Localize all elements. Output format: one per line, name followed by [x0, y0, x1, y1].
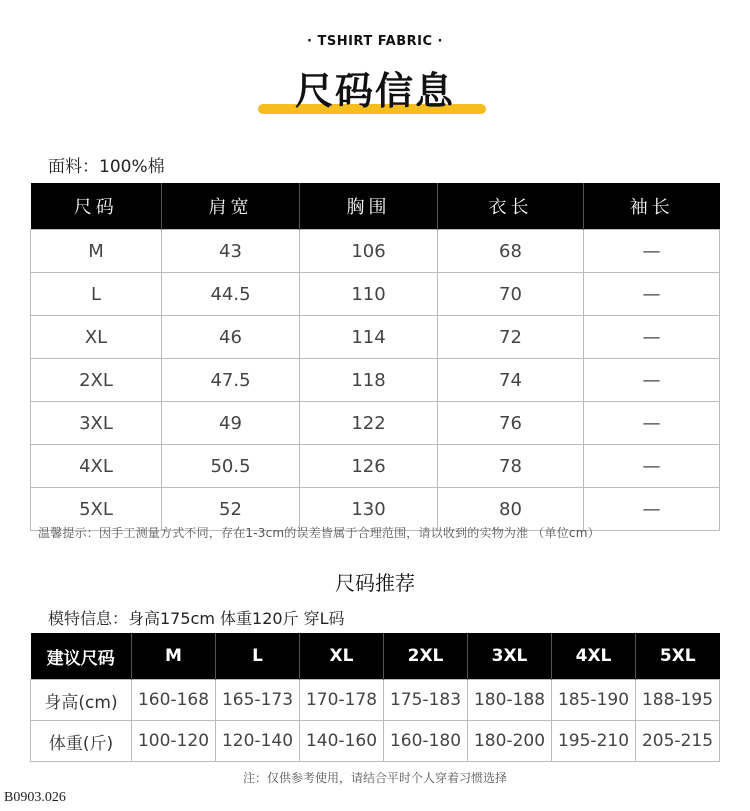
table-cell: XL — [31, 316, 162, 359]
size-table-header-cell: 衣长 — [438, 183, 584, 230]
table-cell: 126 — [300, 445, 438, 488]
size-table-header-cell: 肩宽 — [162, 183, 300, 230]
table-cell: 160-168 — [132, 680, 216, 721]
table-cell: M — [31, 230, 162, 273]
recommend-header-cell: 建议尺码 — [31, 633, 132, 680]
recommend-header-cell: M — [132, 633, 216, 680]
table-cell: 160-180 — [384, 721, 468, 762]
recommend-header-cell: L — [216, 633, 300, 680]
measurement-tip: 温馨提示：因手工测量方式不同，存在1-3cm的误差皆属于合理范围，请以收到的实物为准 （单位cm） — [38, 526, 600, 540]
table-cell: 78 — [438, 445, 584, 488]
row-header-height: 身高(cm) — [31, 680, 132, 721]
table-cell: L — [31, 273, 162, 316]
size-table-header-cell: 尺码 — [31, 183, 162, 230]
table-cell: — — [584, 316, 720, 359]
table-cell: 100-120 — [132, 721, 216, 762]
table-row — [31, 359, 720, 402]
table-row — [31, 721, 720, 762]
recommend-table-header — [31, 633, 720, 680]
model-info: 模特信息：身高175cm 体重120斤 穿L码 — [48, 609, 345, 628]
table-cell: 50.5 — [162, 445, 300, 488]
table-cell: 49 — [162, 402, 300, 445]
material-info: 面料：100%棉 — [48, 157, 165, 177]
table-cell: 170-178 — [300, 680, 384, 721]
table-cell: 76 — [438, 402, 584, 445]
table-cell: 4XL — [31, 445, 162, 488]
size-table-header-cell: 胸围 — [300, 183, 438, 230]
table-cell: 110 — [300, 273, 438, 316]
table-row — [31, 316, 720, 359]
table-cell: 205-215 — [636, 721, 720, 762]
product-code: B0903.026 — [4, 790, 66, 805]
table-cell: 130 — [300, 488, 438, 531]
table-cell: 44.5 — [162, 273, 300, 316]
table-cell: 5XL — [31, 488, 162, 531]
table-row — [31, 230, 720, 273]
page-title: 尺码信息 — [294, 69, 455, 113]
usage-note: 注：仅供参考使用，请结合平时个人穿着习惯选择 — [242, 771, 507, 785]
size-table-header — [31, 183, 720, 230]
table-cell: 120-140 — [216, 721, 300, 762]
table-cell: 46 — [162, 316, 300, 359]
table-row — [31, 273, 720, 316]
table-cell: 180-200 — [468, 721, 552, 762]
table-cell: 47.5 — [162, 359, 300, 402]
table-cell: 74 — [438, 359, 584, 402]
table-row — [31, 680, 720, 721]
recommend-header-cell: 4XL — [552, 633, 636, 680]
table-row — [31, 445, 720, 488]
table-cell: 80 — [438, 488, 584, 531]
title-wrap — [0, 60, 750, 115]
table-row — [31, 402, 720, 445]
size-table — [30, 183, 720, 531]
table-cell: 68 — [438, 230, 584, 273]
table-cell: 122 — [300, 402, 438, 445]
table-cell: 2XL — [31, 359, 162, 402]
table-cell: 106 — [300, 230, 438, 273]
table-cell: 140-160 — [300, 721, 384, 762]
table-cell: 114 — [300, 316, 438, 359]
size-table-header-cell: 袖长 — [584, 183, 720, 230]
table-cell: — — [584, 488, 720, 531]
table-cell: 72 — [438, 316, 584, 359]
table-cell: 175-183 — [384, 680, 468, 721]
table-cell: — — [584, 230, 720, 273]
table-cell: 43 — [162, 230, 300, 273]
recommend-header-cell: 3XL — [468, 633, 552, 680]
recommend-header-cell: 2XL — [384, 633, 468, 680]
table-cell: 3XL — [31, 402, 162, 445]
table-cell: 165-173 — [216, 680, 300, 721]
table-cell: 195-210 — [552, 721, 636, 762]
table-cell: — — [584, 402, 720, 445]
table-cell: 180-188 — [468, 680, 552, 721]
table-cell: 52 — [162, 488, 300, 531]
table-cell: 118 — [300, 359, 438, 402]
recommend-header-cell: 5XL — [636, 633, 720, 680]
recommend-title: 尺码推荐 — [335, 571, 415, 595]
table-cell: — — [584, 273, 720, 316]
recommend-table — [30, 633, 720, 762]
table-cell: — — [584, 359, 720, 402]
table-cell: — — [584, 445, 720, 488]
table-cell: 185-190 — [552, 680, 636, 721]
recommend-header-cell: XL — [300, 633, 384, 680]
row-header-weight: 体重(斤) — [31, 721, 132, 762]
table-cell: 70 — [438, 273, 584, 316]
fabric-tag: · TSHIRT FABRIC · — [307, 34, 443, 49]
table-cell: 188-195 — [636, 680, 720, 721]
